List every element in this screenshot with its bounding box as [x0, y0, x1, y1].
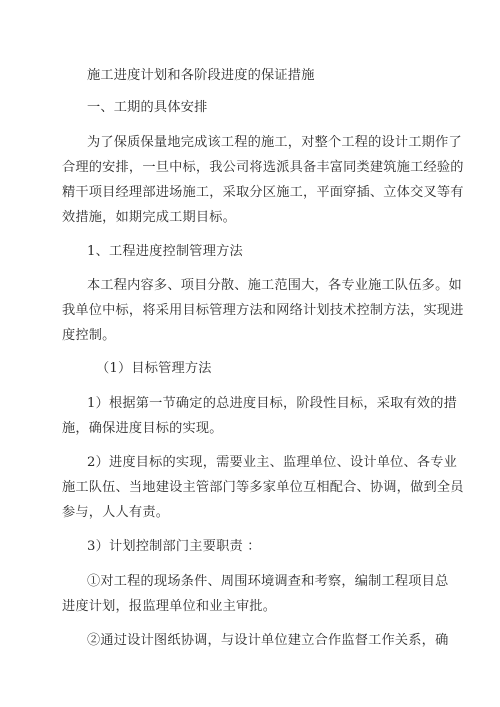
paragraph-line: 1）根据第一节确定的总进度目标，阶段性目标，采取有效的措 — [87, 396, 458, 411]
paragraph-line: 本工程内容多、项目分散、施工范围大，各专业施工队伍多。如 — [87, 278, 462, 293]
paragraph-line: 参与，人人有责。 — [62, 505, 170, 520]
subsection-heading: 1、工程进度控制管理方法 — [87, 244, 243, 259]
paragraph-line: 为了保质保量地完成该工程的施工，对整个工程的设计工期作了 — [87, 135, 462, 150]
section-heading: 一、工期的具体安排 — [87, 100, 208, 115]
paragraph-line: 度控制。 — [62, 328, 116, 343]
paragraph-line: ①对工程的现场条件、周围环境调查和考察，编制工程项目总 — [87, 574, 449, 589]
paragraph-line: 合理的安排，一旦中标，我公司将选派具备丰富同类建筑施工经验的 — [62, 160, 464, 175]
paragraph-line: 我单位中标，将采用目标管理方法和网络计划技术控制方法，实现进 — [62, 303, 464, 318]
paragraph-line: 施，确保进度目标的实现。 — [62, 421, 223, 436]
paragraph-line: 进度计划，报监理单位和业主审批。 — [62, 599, 277, 614]
paragraph-line: 效措施，如期完成工期目标。 — [62, 210, 237, 225]
paragraph-line: 2）进度目标的实现，需要业主、监理单位、设计单位、各专业 — [87, 455, 458, 470]
paragraph-line: ②通过设计图纸协调，与设计单位建立合作监督工作关系，确 — [87, 633, 449, 648]
paragraph-line: 施工队伍、当地建设主管部门等多家单位互相配合、协调，做到全员 — [62, 480, 464, 495]
paragraph-line: 3）计划控制部门主要职责 ： — [87, 539, 261, 554]
document-title: 施工进度计划和各阶段进度的保证措施 — [87, 68, 315, 83]
paragraph-line: 精干项目经理部进场施工，采取分区施工，平面穿插、立体交叉等有 — [62, 185, 464, 200]
subsection-heading: （1）目标管理方法 — [96, 361, 212, 376]
